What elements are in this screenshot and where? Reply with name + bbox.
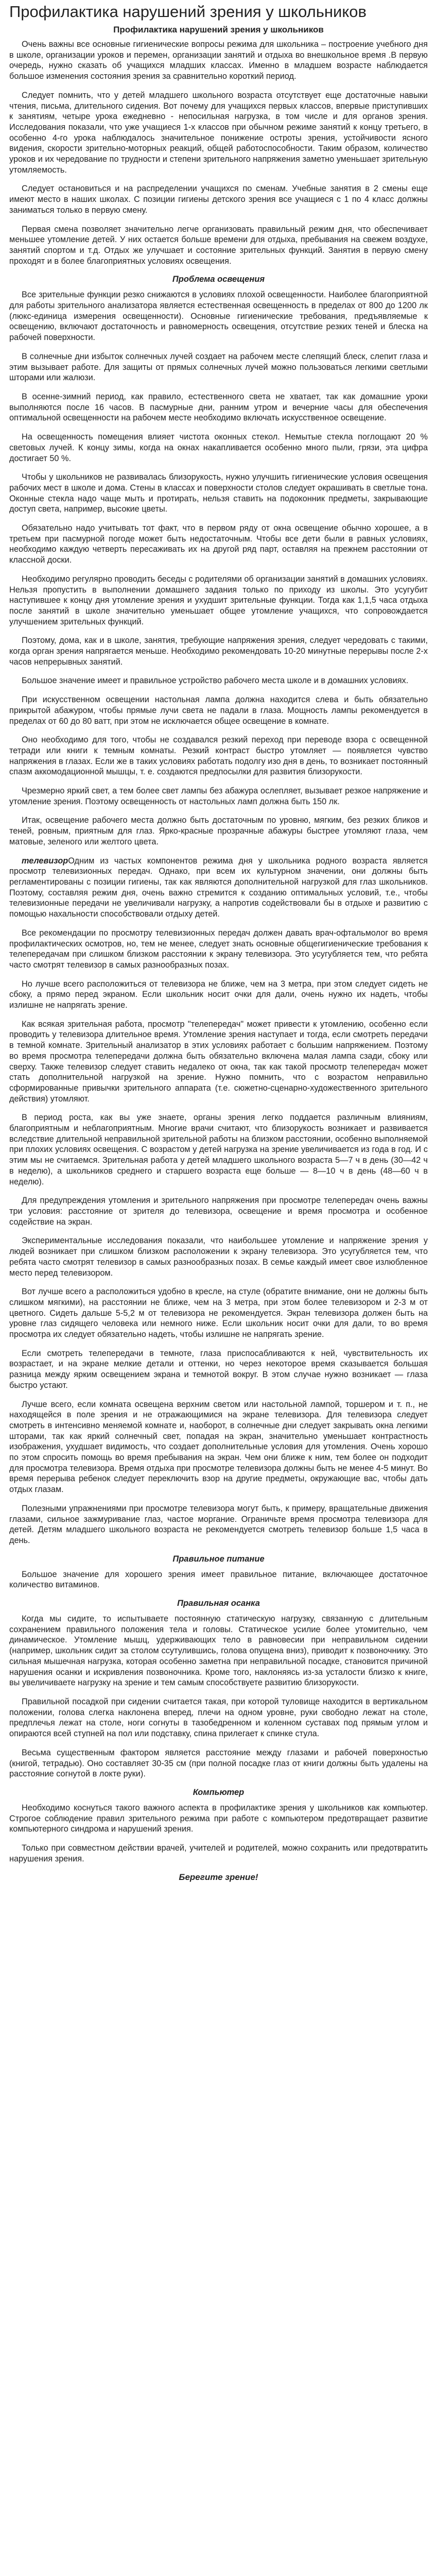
tv-paragraph: В период роста, как вы уже знаете, органы зрения легко поддается различным влияниям, благоприятным и неблагоприятным. Многие врачи считают, что близорукость возникает и развивается вследствие длительной неправильной зрительной работы на близком расстоянии, особенно выполняемой при плохих условиях освещения. С возрастом у детей нагрузка на зрение увеличивается из года в год. И с этим мы не считаемся. Зрительная работа у детей младшего школьного возраста 5—7 ч в день (30—42 ч в неделю), а школьников среднего и старшего возраста еще больше — 8—10 ч в день (48—60 ч в неделю). bbox=[9, 1113, 428, 1187]
closing-line: Берегите зрение! bbox=[179, 1872, 258, 1883]
section-heading-nutrition: Правильное питание bbox=[172, 1554, 265, 1564]
section-heading-computer: Компьютер bbox=[193, 1787, 245, 1797]
tv-paragraph: Полезными упражнениями при просмотре телевизора могут быть, к примеру, вращательные движения глазами, сильное зажмуривание глаз, частое моргание. Ограничьте время просмотра телевизора для детей. Детям младшего школьного возраста не рекомендуется смотреть телевизор больше 1,5 часа в день. bbox=[9, 1503, 428, 1545]
lighting-paragraph: В солнечные дни избыток солнечных лучей создает на рабочем месте слепящий блеск, слепит глаза и этим вызывает работе. Для защиты от прямых солнечных лучей можно пользоваться легкими светлыми шторами или жалюзи. bbox=[9, 351, 428, 383]
lighting-paragraph: При искусственном освещении настольная лампа должна находится слева и быть обязательно прикрытой абажуром, чтобы прямые лучи света не падали в глаза. Мощность лампы рекомендуется в пределах от 60 до 80 ватт, при этом не исключается общее освещение в комнате. bbox=[9, 695, 428, 726]
document-title: Профилактика нарушений зрения у школьников bbox=[113, 25, 324, 35]
intro-paragraph: Первая смена позволяет значительно легче организовать правильный режим дня, что обеспечивает меньшее утомление детей. У них остается больше времени для отдыха, пребывания на свежем воздухе, занятий спортом и т.д. Отдых же улучшает и состояние зрительных функций. Занятия в первую смену проходят и в более благоприятных условиях освещения. bbox=[9, 224, 428, 266]
section-heading-lighting: Проблема освещения bbox=[172, 275, 265, 284]
computer-paragraph: Только при совместном действии врачей, учителей и родителей, можно сохранить или предотвратить нарушения зрения. bbox=[9, 1843, 428, 1863]
lighting-paragraph: На освещенность помещения влияет чистота оконных стекол. Немытые стекла поглощают 20 % световых лучей. К концу зимы, когда на окнах накапливается особенно много пыли, грязи, эта цифра достигает 50 %. bbox=[9, 432, 428, 463]
tv-paragraph: Если смотреть телепередачи в темноте, глаза приспосабливаются к ней, чувствительность их возрастает, и на экране мелкие детали и оттенки, но через некоторое время сказывается большая разница между ярким освещением экрана и темнотой вокруг. В этом случае нужно возникает — глаза быстро устают. bbox=[9, 1348, 428, 1390]
tv-intro-paragraph bbox=[9, 856, 428, 920]
tv-term: телевизор bbox=[22, 856, 68, 866]
lighting-paragraph: Чрезмерно яркий свет, а тем более свет лампы без абажура ослепляет, вызывает резкое напряжение и утомление зрения. Поэтому освещенность от настольных ламп должна быть 150 лк. bbox=[9, 786, 428, 806]
tv-paragraph: Для предупреждения утомления и зрительного напряжения при просмотре телепередач очень важны три условия: расстояние от зрителя до телевизора, освещение и время просмотра и особенное содействие на экран. bbox=[9, 1196, 428, 1227]
posture-paragraph: Правильной посадкой при сидении считается такая, при которой туловище находится в вертикальном положении, голова слегка наклонена вперед, плечи на одном уровне, руки свободно лежат на столе, предплечья лежат на столе, ноги согнуты в тазобедренном и коленном суставах под прямым углом и опираются всей ступней на пол или подставку, спина прилегает к спинке стула. bbox=[9, 1697, 428, 1739]
tv-paragraph: Экспериментальные исследования показали, что наибольшее утомление и напряжение зрения у людей возникает при слишком близком расположении к экрану телевизора. Это усугубляется тем, что ребята часто смотрят телевизор в самых разнообразных позах. В семье каждый имеет свое излюбленное место перед телевизором. bbox=[9, 1236, 428, 1278]
tv-paragraph: Вот лучше всего а расположиться удобно в кресле, на стуле (обратите внимание, они не должны быть слишком мягкими), на расстоянии не ближе, чем на 3 метра, при этом более телевизором и 2-3 м от цветного. Сидеть дальше 5-5,2 м от телевизора не рекомендуется. Экран телевизора должен быть на уровне глаз сидящего человека или немного ниже. Если школьник носит очки для дали, то во время просмотра их следует обязательно надеть, чтобы излишне не напрягать зрение. bbox=[9, 1287, 428, 1340]
tv-intro-text: Одним из частых компонентов режима дня у школьника родного возраста является просмотр телевизионных передач. Однако, при всем их культурном значении, они должны быть регламентированы с позиции гигиены, так как являются дополнительной нагрузкой для глаз школьников. Поэтому, составляя режим дня, очень важно стремится к созданию оптимальных условий, т.е., чтобы телевизионные передачи не увеличивали нагрузку, а напротив содействовали бы в отдыхе и развитию с помощью нахальности способствовали отдыху детей. bbox=[9, 856, 428, 919]
tv-paragraph: Все рекомендации по просмотру телевизионных передач должен давать врач-офтальмолог во время профилактических осмотров, но, тем не менее, следует знать основные общегигиенические требования к телепередачам при слишком близком расстоянии к экрану телевизора. Это усугубляется тем, что ребята часто смотрят телевизор в самых разнообразных позах. bbox=[9, 928, 428, 970]
lighting-paragraph: Итак, освещение рабочего места должно быть достаточным по уровню, мягким, без резких бликов и теней, ровным, приятным для глаз. Ярко-красные прозрачные абажуры быстрее утомляют глаза, чем матовые, зеленого или желтого цвета. bbox=[9, 816, 428, 846]
tv-paragraph: Но лучше всего расположиться от телевизора не ближе, чем на 3 метра, при этом следует сидеть не сбоку, а прямо перед экраном. Если школьник носит очки для дали, очень нужно их надеть, чтобы излишне не напрягать зрение. bbox=[9, 979, 428, 1010]
posture-paragraph: Когда мы сидите, то испытываете постоянную статическую нагрузку, связанную с длительным сохранением правильного положения тела и головы. Статическое усилие более утомительно, чем динамическое. Утомление мышц, удерживающих тело в равновесии при неправильном сидении (например, школьник сидит за столом ссутулившись, голова опущена вниз), приводит к позвоночнику. Это сильная мышечная нагрузка, которая особенно заметна при неправильной посадке, становится причиной нарушения осанки и искривления позвоночника. Кроме того, наклоняясь из-за усталости близко к книге, вы увеличиваете нагрузку на зрение и тем самым способствуете развитию близорукости. bbox=[9, 1614, 428, 1688]
page-title: Профилактика нарушений зрения у школьников bbox=[9, 3, 367, 21]
computer-paragraph: Необходимо коснуться такого важного аспекта в профилактике зрения у школьников как компьютер. Строгое соблюдение правил зрительного режима при работе с компьютером предотвращает развитие компьютерного синдрома и нарушений зрения. bbox=[9, 1803, 428, 1834]
intro-paragraph: Очень важны все основные гигиенические вопросы режима для школьника – построение учебного дня в школе, организации уроков и перемен, организации занятий и отдыха во внешкольное время .В первую очередь, нужно сказать об учащихся младших классах. Именно в младшем возрасте наблюдается большое изменения состояния зрения за сравнительно короткий период. bbox=[9, 40, 428, 81]
posture-paragraph: Весьма существенным фактором является расстояние между глазами и рабочей поверхностью (книгой, тетрадью). Оно составляет 30-35 см (при полной посадке глаз от книги должны быть удалены на расстояние согнутой в локте руки). bbox=[9, 1748, 428, 1779]
lighting-paragraph: В осенне-зимний период, как правило, естественного света не хватает, так как домашние уроки выполняются после 16 часов. В пасмурные дни, ранним утром и вечерние часы для обеспечения оптимальной освещенности на рабочем месте необходимо включать искусственное освещение. bbox=[9, 392, 428, 423]
nutrition-paragraph: Большое значение для хорошего зрения имеет правильное питание, включающее достаточное количество витаминов. bbox=[9, 1569, 428, 1590]
intro-paragraph: Следует помнить, что у детей младшего школьного возраста отсутствует еще достаточные навыки чтения, письма, длительного сидения. Вот почему для учащихся первых классов, впервые приступивших к занятиям, четыре урока ежедневно - непосильная нагрузка, в том числе и для органов зрения. Исследования показали, что уже учащиеся 1-х классов при обычном режиме занятий к концу третьего, в особенно 4-го урока наблюдалось значительное понижение остроты зрения, устойчивости ясного видения, скорости зрительно-моторных реакций, общей работоспособности. Таким образом, количество уроков и их чередование по трудности и степени зрительного напряжения заметно уменьшает зрительную утомляемость. bbox=[9, 90, 428, 175]
lighting-paragraph: Оно необходимо для того, чтобы не создавался резкий переход при переводе взора с освещенной тетради или книги к темным комнаты. Резкий контраст быстро утомляет — появляется чувство напряжения в глазах. Если же в таких условиях работать подолгу изо дня в день, то возникает постоянный спазм аккомодационной мышцы, т. е. создаются предпосылки для развития близорукости. bbox=[9, 735, 428, 777]
tv-paragraph: Лучше всего, если комната освещена верхним светом или настольной лампой, торшером и т. п., не находящейся в поле зрения и не отражающимися на экране телевизора. Для телевизора следует смотреть в интенсивно меняемой комнате и, наоборот, в солнечные дни следует закрывать окна легкими шторами, так как яркий солнечный свет, попадая на экран, значительно уменьшает контрастность изображения, ухудшает видимость, что создает дополнительные условия для утомления. Очень хорошо по этом спросить помощь во время пребывания на экран. Чем они ближе к ним, тем более он подходит для просмотра телевизора. Время отдыха при просмотре телевизора должны быть не менее 4-5 минут. Во время перерыва ребенок следует переключить взор на другие предметы, окружающие вас, чтобы дать отдых глазам. bbox=[9, 1399, 428, 1495]
lighting-paragraph: Большое значение имеет и правильное устройство рабочего места школе и в домашних условиях. bbox=[22, 676, 409, 686]
section-heading-posture: Правильная осанка bbox=[177, 1599, 260, 1608]
lighting-paragraph: Чтобы у школьников не развивалась близорукость, нужно улучшить гигиенические условия освещения рабочих мест в школе и дома. Стены в классах и поверхности столов следует окрашивать в светлые тона. Оконные стекла надо чаще мыть и протирать, нельзя ставить на подоконник предметы, закрывающие доступ света, например, высокие цветы. bbox=[9, 472, 428, 514]
lighting-paragraph: Все зрительные функции резко снижаются в условиях плохой освещенности. Наиболее благоприятной для работы зрительного анализатора является естественная освещенность в пределах от 800 до 1200 лк (люкс-единица измерения освещенности). Основные гигиенические требования, предъявляемые к освещению, включают достаточность и равномерность освещения, отсутствие резких теней и блеска на рабочей поверхности. bbox=[9, 290, 428, 343]
lighting-paragraph: Необходимо регулярно проводить беседы с родителями об организации занятий в домашних условиях. Нельзя пропустить в выполнении домашнего задания только по приходу из школы. Это усугубит наступившее к концу дня утомление зрения и ухудшит зрительные функции. Тогда как 1,1,5 часа отдыха после занятий в школе значительно уменьшает общее утомление учащихся, что сопровождается улучшением зрительных функций. bbox=[9, 574, 428, 626]
lighting-paragraph: Поэтому, дома, как и в школе, занятия, требующие напряжения зрения, следует чередовать с такими, когда орган зрения напрягается меньше. Необходимо рекомендовать 10-20 минутные перерывы после 2-х часов непрерывных занятий. bbox=[9, 636, 428, 667]
tv-paragraph: Как всякая зрительная работа, просмотр "телепередач" может привести к утомлению, особенно если проводить у телевизора длительное время. Утомление зрения наступает и тогда, если смотреть передачи в темной комнате. Зрительный анализатор в этих условиях работает с большим напряжением. Поэтому во время просмотра телепередачи должна быть обязательно включена малая лампа сзади, сбоку или сверху. Также телевизор следует ставить недалеко от окна, так как такой просмотр телепередач может стать дополнительной нагрузкой на зрение. Нужно помнить, что с возрастом неправильно сформированные привычки зрительного аппарата (т.е. сюжетно-сценарно-художественного зрительного действия) утомляют. bbox=[9, 1019, 428, 1104]
lighting-paragraph: Обязательно надо учитывать тот факт, что в первом ряду от окна освещение обычно хорошее, а в третьем при пасмурной погоде может быть недостаточным. Чтобы все дети были в равных условиях, необходимо каждую четверть пересаживать их на другой ряд парт, оставляя на прежнем расстоянии от классной доски. bbox=[9, 523, 428, 565]
intro-paragraph: Следует остановиться и на распределении учащихся по сменам. Учебные занятия в 2 смены еще имеют место в наших школах. С позиции гигиены детского зрения все учащиеся с 1 по 4 класс должны заниматься только в первую смену. bbox=[9, 184, 428, 215]
